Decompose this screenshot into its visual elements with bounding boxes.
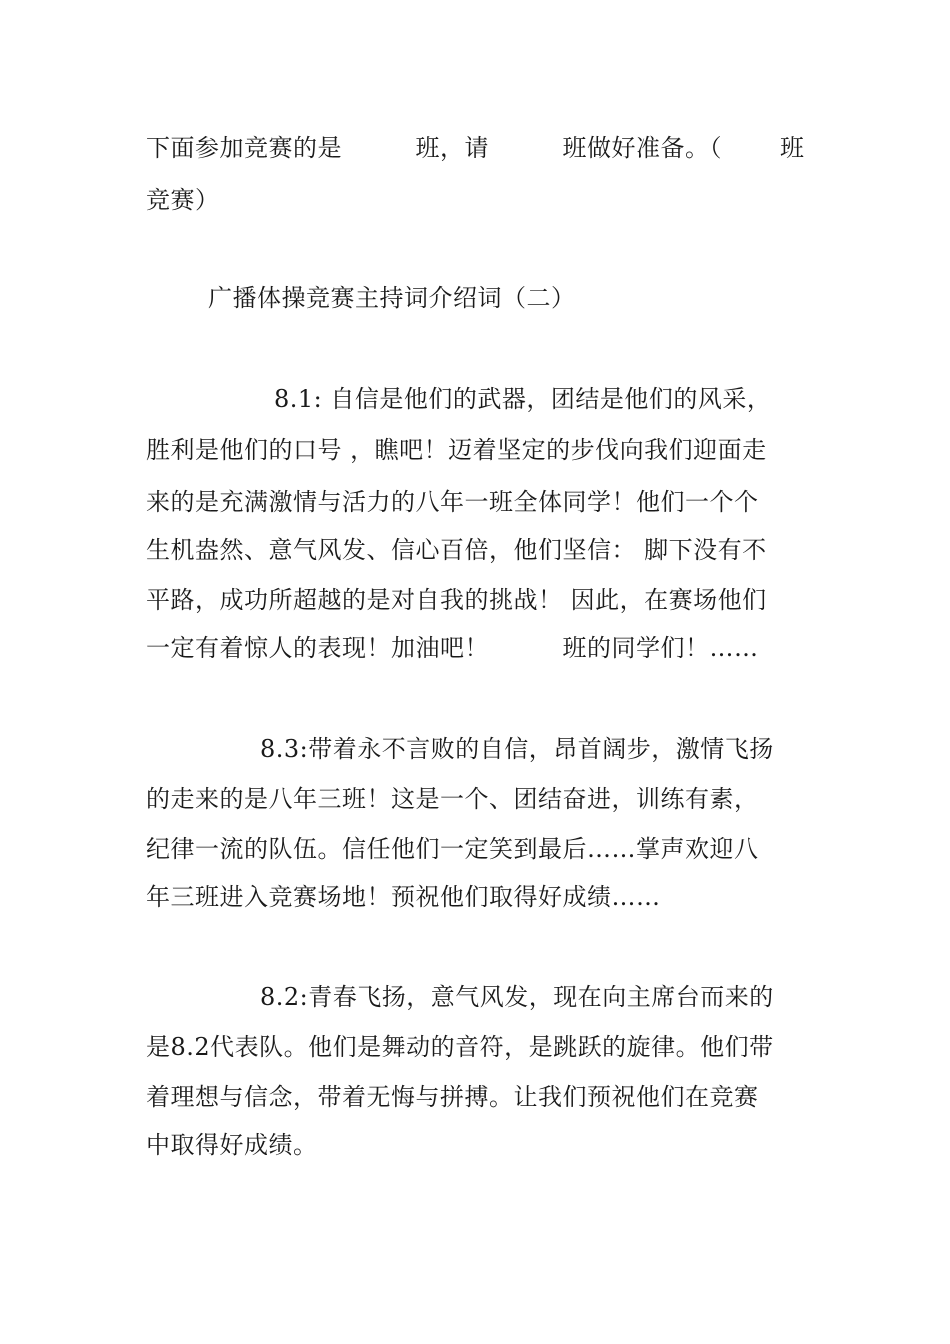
paragraph-8-1-line-5: 平路，成功所超越的是对自我的挑战！ 因此，在赛场他们 [146,586,767,614]
paragraph-8-1-line-4: 生机盎然、意气风发、信心百倍，他们坚信： 脚下没有不 [146,536,767,564]
section-heading: 广播体操竞赛主持词介绍词（二） [208,284,576,312]
paragraph-8-3-line-3: 纪律一流的队伍。信任他们一定笑到最后……掌声欢迎八 [146,835,759,863]
paragraph-8-3-line-2: 的走来的是八年三班！这是一个、团结奋进，训练有素， [146,785,759,813]
paragraph-8-1-line-2: 胜利是他们的口号 ，瞧吧！迈着坚定的步伐向我们迎面走 [146,436,767,464]
intro-line-2: 竞赛） [146,186,220,214]
paragraph-8-3-line-1: 8.3:带着永不言败的自信，昂首阔步，激情飞扬 [260,735,774,763]
paragraph-8-1-line-1: 8.1: 自信是他们的武器，团结是他们的风采， [274,385,772,413]
intro-line-1: 下面参加竞赛的是 班，请 班做好准备。（ [146,134,722,162]
intro-line-1-end: 班 [780,134,805,162]
paragraph-8-2-line-2: 是8.2代表队。他们是舞动的音符，是跳跃的旋律。他们带 [146,1033,774,1061]
paragraph-8-1-line-6: 一定有着惊人的表现！加油吧！ 班的同学们！…… [146,634,759,662]
paragraph-8-3-line-4: 年三班进入竞赛场地！预祝他们取得好成绩…… [146,883,661,911]
paragraph-8-2-line-4: 中取得好成绩。 [146,1131,318,1159]
paragraph-8-2-line-1: 8.2:青春飞扬，意气风发，现在向主席台而来的 [260,983,774,1011]
paragraph-8-1-line-3: 来的是充满激情与活力的八年一班全体同学！他们一个个 [146,488,759,516]
paragraph-8-2-line-3: 着理想与信念，带着无悔与拼搏。让我们预祝他们在竞赛 [146,1083,759,1111]
